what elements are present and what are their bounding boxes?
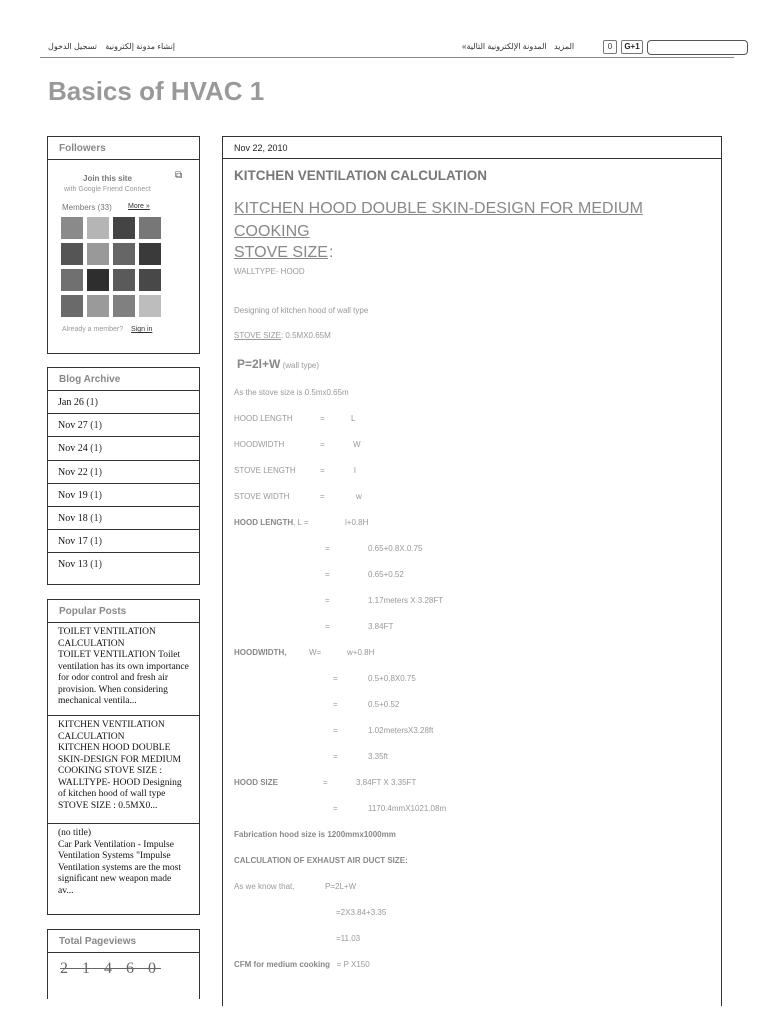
def-row <box>234 440 284 449</box>
def-row <box>234 492 289 501</box>
def-eq: = <box>320 440 325 449</box>
def-eq: = <box>320 466 325 475</box>
avatar[interactable] <box>139 295 161 317</box>
popular-post-title[interactable]: KITCHEN VENTILATION CALCULATION <box>58 720 165 742</box>
archive-item-label[interactable]: Nov 18 <box>58 512 88 524</box>
archive-item-count: (1) <box>90 559 102 571</box>
hood-size-mm: 1170.4mmX1021.08m <box>368 804 447 813</box>
gplus-button[interactable]: G+1 <box>621 40 643 54</box>
hood-width-step: 1.02metersX3.28ft <box>368 726 434 735</box>
as-stove-text: As the stove size is 0.5mx0.65m <box>234 388 349 397</box>
pageviews-title: Total Pageviews <box>48 930 199 953</box>
avatar[interactable] <box>139 243 161 265</box>
hood-size-value: 3.84FT X 3.35FT <box>356 778 417 787</box>
popular-post <box>48 623 199 716</box>
archive-item[interactable] <box>48 530 199 553</box>
avatar[interactable] <box>139 217 161 239</box>
hood-length-step: 0.65+0.8X.0.75 <box>368 544 423 553</box>
cfm-line <box>234 960 370 969</box>
archive-item-count: (1) <box>90 512 102 524</box>
def-sym: l <box>354 466 356 475</box>
popout-icon[interactable]: ⧉ <box>175 170 183 181</box>
p-step: =2X3.84+3.35 <box>336 908 387 917</box>
def-row <box>234 414 293 423</box>
more-link[interactable]: المزيد <box>554 42 575 51</box>
search-input[interactable] <box>647 40 748 55</box>
archive-item-label[interactable]: Nov 17 <box>58 536 88 548</box>
archive-item[interactable] <box>48 437 199 460</box>
blog-archive-widget <box>47 367 200 585</box>
popular-posts-widget <box>47 599 200 915</box>
pageviews-widget <box>47 929 200 999</box>
def-sym: W <box>353 440 361 449</box>
def-row <box>234 466 296 475</box>
popular-post <box>48 824 199 914</box>
post-body <box>222 136 722 1006</box>
walltype-text: WALLTYPE- HOOD <box>234 267 305 276</box>
archive-item-label[interactable]: Nov 19 <box>58 489 88 501</box>
hood-length-step: 0.65+0.52 <box>368 570 404 579</box>
avatar[interactable] <box>139 269 161 291</box>
avatar[interactable] <box>113 295 135 317</box>
p-formula: P=2L+W <box>325 882 357 891</box>
hood-width-formula: w+0.8H <box>347 648 375 657</box>
hood-length-formula: l+0.8H <box>345 518 369 527</box>
step-eq: = <box>333 674 338 683</box>
archive-item-label[interactable]: Nov 13 <box>58 559 88 571</box>
archive-item-label[interactable]: Nov 24 <box>58 443 88 455</box>
sign-in-link[interactable]: تسجيل الدخول <box>48 42 97 51</box>
step-eq: = <box>333 700 338 709</box>
avatar[interactable] <box>61 295 83 317</box>
def-name: HOODWIDTH <box>234 440 285 449</box>
gfc-text: with Google Friend Connect <box>64 186 151 193</box>
next-blog-link[interactable]: المدونة الإلكترونية التالية» <box>462 42 547 51</box>
popular-post-title[interactable]: TOILET VENTILATION CALCULATION <box>58 627 156 649</box>
archive-item-count: (1) <box>90 466 102 478</box>
avatar[interactable] <box>113 243 135 265</box>
formula-line <box>237 357 319 371</box>
post-subtitle[interactable]: KITCHEN HOOD DOUBLE SKIN-DESIGN FOR MEDIUM COOKING <box>234 200 643 240</box>
def-sym: w <box>356 492 362 501</box>
stove-size-link[interactable]: STOVE SIZE <box>234 331 281 340</box>
as-we-know-text: As we know that, <box>234 882 295 891</box>
def-name: STOVE LENGTH <box>234 466 296 475</box>
stove-size-heading[interactable]: STOVE SIZE <box>234 244 328 261</box>
pageview-counter: 2 1 4 6 0 <box>60 960 161 977</box>
step-eq: = <box>325 622 330 631</box>
members-count: Members (33) <box>62 203 112 212</box>
def-name: HOOD LENGTH <box>234 414 293 423</box>
post-date: Nov 22, 2010 <box>223 137 721 159</box>
step-eq: = <box>325 544 330 553</box>
archive-item[interactable] <box>48 391 199 414</box>
calc-exhaust-heading: CALCULATION OF EXHAUST AIR DUCT SIZE: <box>234 856 408 865</box>
step-eq: = <box>323 778 328 787</box>
archive-item-count: (1) <box>90 443 102 455</box>
cfm-expr: = P X150 <box>336 960 370 969</box>
hood-width-step: 0.5+0.52 <box>368 700 400 709</box>
stove-size-line <box>234 331 331 340</box>
blog-title[interactable]: Basics of HVAC 1 <box>48 76 265 106</box>
stove-size-colon: : <box>329 244 334 261</box>
hood-size-label: HOOD SIZE <box>234 778 279 787</box>
followers-sign-in-link[interactable]: Sign in <box>131 326 153 333</box>
archive-item[interactable] <box>48 507 199 530</box>
archive-item[interactable] <box>48 414 199 437</box>
followers-widget <box>47 136 200 354</box>
perimeter-formula: P=2l+W <box>237 357 281 371</box>
step-eq: = <box>325 596 330 605</box>
hood-width-label: HOODWIDTH, <box>234 648 287 657</box>
avatar[interactable] <box>61 243 83 265</box>
archive-item-label[interactable]: Nov 22 <box>58 466 88 478</box>
hood-length-label: HOOD LENGTH <box>234 518 294 527</box>
archive-item-label[interactable]: Nov 27 <box>58 420 88 432</box>
archive-item-count: (1) <box>90 489 102 501</box>
avatar[interactable] <box>113 269 135 291</box>
archive-item[interactable] <box>48 461 199 484</box>
avatar[interactable] <box>61 217 83 239</box>
gplus-count: 0 <box>603 40 617 54</box>
avatar[interactable] <box>87 269 109 291</box>
nav-account-links <box>42 42 175 51</box>
already-member-text: Already a member? <box>62 326 124 333</box>
avatar[interactable] <box>113 217 135 239</box>
fabrication-text: Fabrication hood size is 1200mmx1000mm <box>234 830 396 839</box>
join-site-link[interactable]: Join this site <box>83 174 132 183</box>
avatar[interactable] <box>87 295 109 317</box>
def-sym: L <box>351 414 356 423</box>
popular-post-title[interactable]: (no title) <box>58 828 91 838</box>
hood-length-expr: , L = <box>293 518 309 527</box>
def-eq: = <box>320 492 325 501</box>
create-blog-link[interactable]: إنشاء مدونة إلكترونية <box>105 42 176 51</box>
stove-size-value: : 0.5MX0.65M <box>280 331 331 340</box>
formula-note: (wall type) <box>282 361 320 370</box>
popular-posts-title: Popular Posts <box>48 600 199 623</box>
archive-item-count: (1) <box>90 420 102 432</box>
archive-item-count: (1) <box>86 397 99 408</box>
archive-title: Blog Archive <box>48 368 199 391</box>
popular-post-snippet: Car Park Ventilation - Impulse Ventilation Systems "Impulse Ventilation systems are the most significant new weapon made av... <box>58 839 181 896</box>
followers-title: Followers <box>48 137 199 160</box>
def-eq: = <box>320 414 325 423</box>
p-step: =11.03 <box>336 934 361 943</box>
hood-length-step: 1.17meters X 3.28FT <box>368 596 444 605</box>
popular-post-snippet: KITCHEN HOOD DOUBLE SKIN-DESIGN FOR MEDIUM COOKING STOVE SIZE : WALLTYPE- HOOD Designing of kitchen hood of wall type STOVE SIZE : 0.5MX0... <box>58 743 182 811</box>
step-eq: = <box>333 804 338 813</box>
cfm-label: CFM for medium cooking <box>234 960 330 969</box>
hood-length-line <box>234 518 309 527</box>
top-navbar <box>40 36 734 58</box>
archive-item[interactable] <box>48 484 199 507</box>
popular-post <box>48 716 199 824</box>
hood-width-step: 0.5+0.8X0.75 <box>368 674 416 683</box>
def-name: STOVE WIDTH <box>234 492 290 501</box>
hood-width-step: 3.35ft <box>368 752 389 761</box>
hood-width-expr: W= <box>309 648 322 657</box>
post-heading[interactable]: KITCHEN VENTILATION CALCULATION <box>234 168 487 183</box>
step-eq: = <box>325 570 330 579</box>
popular-post-snippet: TOILET VENTILATION Toilet ventilation has its own importance for odor control and fresh air provision. When considering mechanical ventila... <box>58 650 189 706</box>
avatar[interactable] <box>87 217 109 239</box>
designing-text: Designing of kitchen hood of wall type <box>234 306 369 315</box>
member-avatars <box>61 217 161 317</box>
members-more-link[interactable]: More » <box>128 203 150 210</box>
archive-item-count: (1) <box>90 536 102 548</box>
archive-item-label[interactable]: Jan 26 <box>58 397 84 408</box>
hood-length-step: 3.84FT <box>368 622 394 631</box>
avatar[interactable] <box>61 269 83 291</box>
avatar[interactable] <box>87 243 109 265</box>
step-eq: = <box>333 726 338 735</box>
step-eq: = <box>333 752 338 761</box>
archive-item[interactable] <box>48 553 199 576</box>
